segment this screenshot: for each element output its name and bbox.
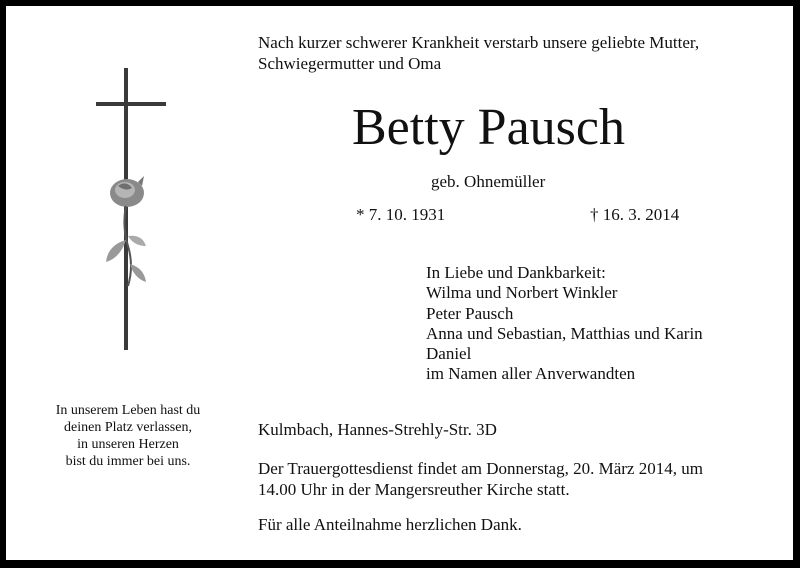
verse-line: bist du immer bei uns. — [65, 454, 191, 469]
memorial-verse — [28, 402, 228, 470]
thanks-text: Für alle Anteilnahme herzlichen Dank. — [258, 515, 522, 534]
address: Kulmbach, Hannes-Strehly-Str. 3D — [258, 420, 497, 439]
birth-date: * 7. 10. 1931 — [356, 205, 446, 224]
intro-text — [258, 32, 699, 74]
service-line: 14.00 Uhr in der Mangersreuther Kirche statt. — [258, 480, 570, 499]
death-date: † 16. 3. 2014 — [590, 205, 680, 224]
mourners-line: Daniel — [426, 344, 472, 364]
intro-line: Schwiegermutter und Oma — [258, 54, 442, 73]
verse-line: In unserem Leben hast du — [55, 403, 201, 418]
mourners-line: Wilma und Norbert Winkler — [426, 283, 618, 303]
service-line: Der Trauergottesdienst findet am Donnerstag, 20. März 2014, um — [258, 459, 703, 478]
mourners-line: im Namen aller Anverwandten — [426, 364, 636, 384]
mourners-line: Peter Pausch — [426, 303, 514, 323]
cross-with-rose-icon — [86, 60, 166, 350]
mourners-list — [426, 263, 703, 385]
mourners-line: In Liebe und Dankbarkeit: — [426, 263, 606, 282]
mourners-line: Anna und Sebastian, Matthias und Karin — [426, 323, 703, 343]
service-info — [258, 458, 703, 500]
deceased-name: Betty Pausch — [352, 99, 625, 156]
verse-line: deinen Platz verlassen, — [64, 420, 192, 435]
intro-line: Nach kurzer schwerer Krankheit verstarb unsere geliebte Mutter, — [258, 33, 700, 52]
obituary-card — [6, 6, 793, 560]
verse-line: in unseren Herzen — [77, 437, 179, 452]
maiden-name: geb. Ohnemüller — [431, 172, 546, 191]
